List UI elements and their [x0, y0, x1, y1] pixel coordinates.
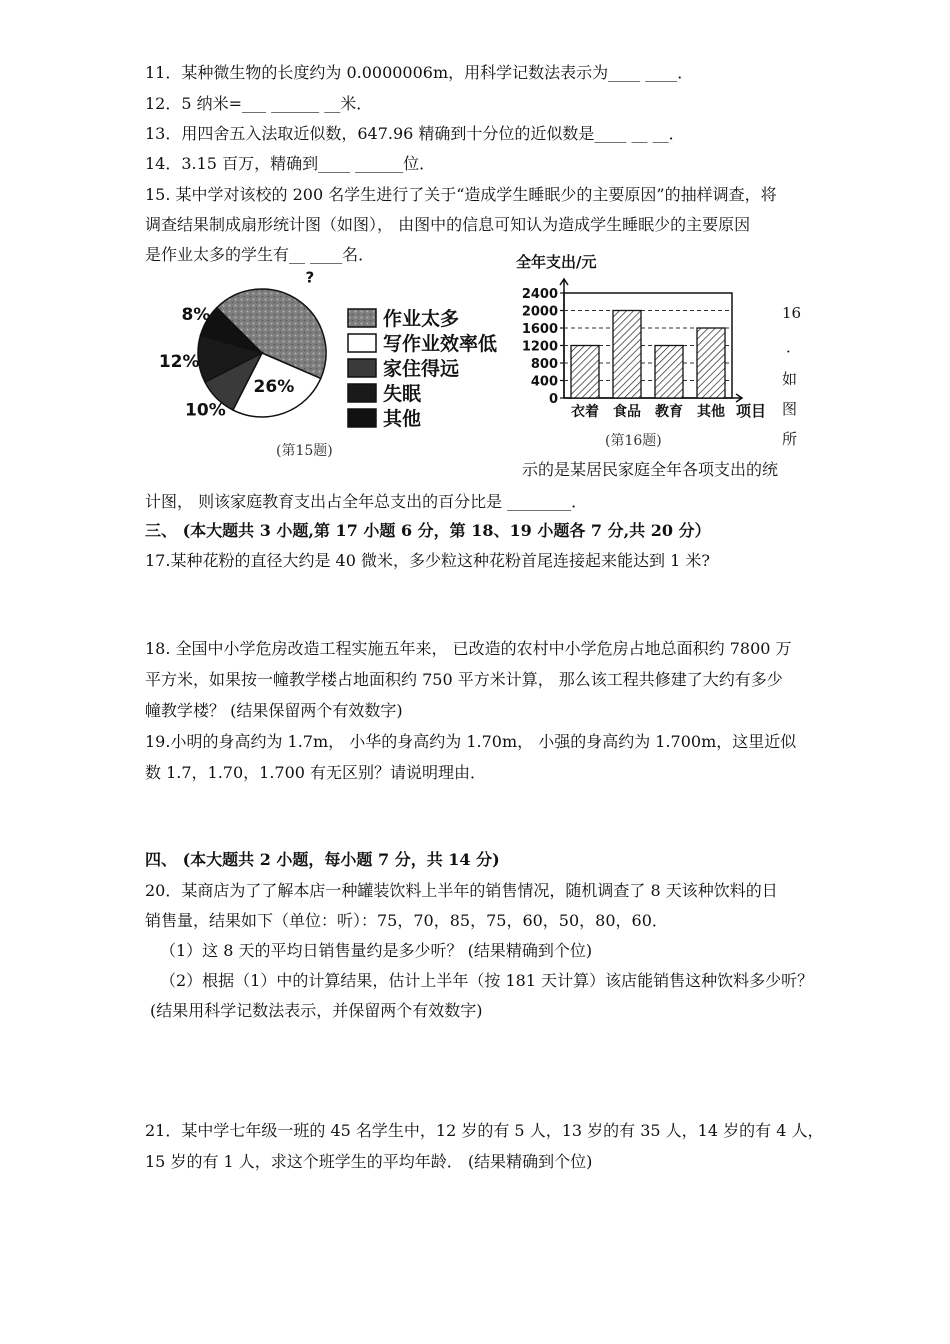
legend-swatch-far-home — [348, 359, 376, 377]
question-11: 11．某种微生物的长度约为 0.0000006m，用科学记数法表示为____ ____． — [145, 63, 694, 82]
question-21-line1: 21．某中学七年级一班的 45 名学生中，12 岁的有 5 人，13 岁的有 35 人，14 岁的有 4 人， — [145, 1121, 824, 1140]
bar-ytick-label-6: 2000 — [521, 304, 558, 320]
question-18-line2: 平方米，如果按一幢教学楼占地面积约 750 平方米计算， 那么该工程共修建了大约有多少 — [145, 670, 783, 689]
bar-1 — [571, 346, 599, 399]
bar-chart-body — [522, 279, 742, 420]
pie-label-4: 12% — [158, 351, 200, 372]
legend-label-insomnia: 失眠 — [383, 383, 422, 405]
question-13: 13．用四舍五入法取近似数，647.96 精确到十分位的近似数是____ __ __． — [145, 124, 685, 143]
pie-slices — [198, 289, 326, 417]
pie-chart-figure — [150, 268, 520, 430]
bar-2 — [613, 311, 641, 399]
section-3-heading: 三、 (本大题共 3 小题,第 17 小题 6 分，第 18、19 小题各 7 分,共 20 分） — [145, 521, 711, 540]
legend-label-far-home: 家住得远 — [383, 358, 460, 380]
legend-swatch-low-efficiency — [348, 334, 376, 352]
section-4-heading: 四、 (本大题共 2 小题，每小题 7 分，共 14 分) — [145, 850, 500, 869]
bar-x-axis-label: 项目 — [736, 402, 767, 420]
q16-side-4: 图 — [782, 400, 798, 418]
q16-side-2: ． — [786, 338, 802, 356]
legend-label-low-efficiency: 写作业效率低 — [383, 333, 498, 355]
question-15-line2: 调查结果制成扇形统计图（如图）， 由图中的信息可知认为造成学生睡眠少的主要原因 — [145, 215, 751, 234]
bar-ytick-label-7: 2400 — [521, 287, 558, 302]
bar-category-label-4: 其他 — [697, 404, 725, 420]
question-16-line1: 示的是某居民家庭全年各项支出的统 — [522, 460, 779, 479]
question-14: 14．3.15 百万，精确到____ ______位． — [145, 154, 436, 173]
question-16-line2: 计图， 则该家庭教育支出占全年总支出的百分比是 ________． — [145, 492, 588, 511]
q16-side-5: 所 — [782, 430, 798, 448]
legend-swatch-other — [348, 409, 376, 427]
legend-label-other: 其他 — [383, 408, 422, 430]
bar-category-label-2: 食品 — [613, 404, 641, 420]
bar-category-label-3: 教育 — [655, 404, 683, 420]
bar-category-label-1: 衣着 — [571, 404, 599, 420]
pie-label-5: 8% — [181, 304, 211, 325]
bar-4 — [697, 328, 725, 398]
bar-ytick-label-1: 0 — [548, 392, 558, 407]
question-20-line3: （1）这 8 天的平均日销售量约是多少听？ (结果精确到个位) — [160, 941, 593, 960]
question-17: 17.某种花粉的直径大约是 40 微米，多少粒这种花粉首尾连接起来能达到 1 米? — [145, 551, 710, 570]
question-20-line4: （2）根据（1）中的计算结果，估计上半年（按 181 天计算）该店能销售这种饮料多少听？ — [160, 971, 814, 990]
question-19-line1: 19.小明的身高约为 1.7m， 小华的身高约为 1.70m， 小强的身高约为 1.700m，这里近似 — [145, 732, 797, 751]
question-15-line1: 15. 某中学对该校的 200 名学生进行了关于“造成学生睡眠少的主要原因”的抽样调查，将 — [145, 185, 777, 204]
question-20-line5: (结果用科学记数法表示，并保留两个有效数字) — [150, 1001, 483, 1020]
question-21-line2: 15 岁的有 1 人，求这个班学生的平均年龄． (结果精确到个位) — [145, 1152, 593, 1171]
bar-ytick-label-4: 1200 — [521, 339, 558, 355]
question-18-line1: 18. 全国中小学危房改造工程实施五年来， 已改造的农村中小学危房占地总面积约 7800 万 — [145, 639, 792, 658]
pie-legend — [348, 307, 497, 430]
pie-label-3: 10% — [185, 400, 226, 421]
bar-3 — [655, 346, 683, 399]
bar-ytick-label-2: 400 — [530, 374, 558, 390]
bar-ytick-label-3: 800 — [530, 357, 558, 372]
pie-label-1: ? — [305, 268, 315, 287]
question-20-line2: 销售量，结果如下（单位：听）：75，70，85，75，60，50，80，60． — [145, 911, 668, 930]
legend-label-homework: 作业太多 — [383, 308, 460, 330]
figure15-caption: (第15题) — [276, 443, 333, 459]
question-15-line3: 是作业太多的学生有__ ____名． — [145, 245, 375, 264]
bar-ytick-label-5: 1600 — [521, 322, 558, 337]
pie-label-2: 26% — [253, 377, 295, 398]
question-19-line2: 数 1.7，1.70，1.700 有无区别？请说明理由． — [145, 763, 487, 782]
q16-side-3: 如 — [782, 370, 798, 388]
question-20-line1: 20．某商店为了了解本店一种罐装饮料上半年的销售情况，随机调查了 8 天该种饮料的日 — [145, 881, 778, 900]
figure16-caption: (第16题) — [605, 433, 662, 449]
q16-side-1: 16 — [782, 304, 802, 322]
legend-swatch-homework — [348, 309, 376, 327]
bar-chart-figure — [510, 250, 780, 430]
question-18-line3: 幢教学楼？ (结果保留两个有效数字) — [145, 701, 403, 720]
question-12: 12．5 纳米=___ ______ __米． — [145, 94, 373, 113]
bar-y-axis-label: 全年支出/元 — [516, 253, 597, 271]
legend-swatch-insomnia — [348, 384, 376, 402]
